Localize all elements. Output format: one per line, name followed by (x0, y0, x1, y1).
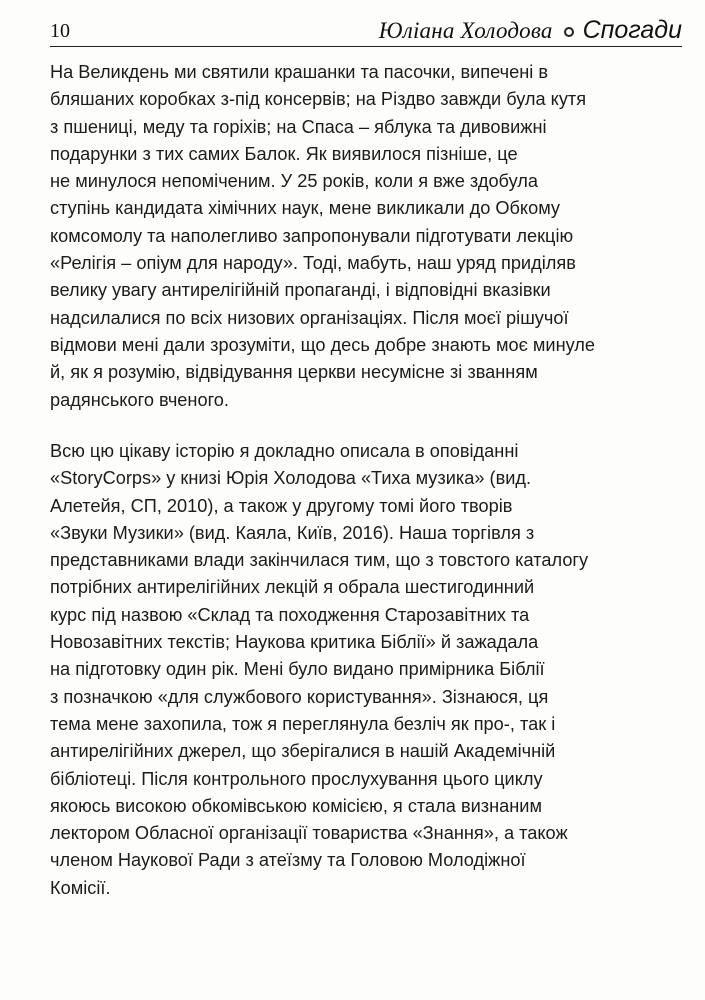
text-line: відмови мені дали зрозуміти, що десь добре знають моє минуле (50, 334, 596, 355)
text-line: комсомолу та наполегливо запропонували підготувати лекцію (50, 225, 574, 246)
text-line: ступінь кандидата хімічних наук, мене викликали до Обкому (50, 198, 561, 219)
text-line: подарунки з тих самих Балок. Як виявилося пізніше, це (50, 143, 518, 164)
book-title: Спогади (582, 16, 682, 44)
running-header (50, 14, 682, 47)
text-line: Алетейя, СП, 2010), а також у другому томі його творів (50, 495, 513, 516)
text-line: надсилалися по всіх низових організаціях. Після моєї рішучої (50, 307, 569, 328)
text-line: курс під назвою «Склад та походження Старозавітних та (50, 604, 530, 625)
text-line: велику увагу антирелігійній пропаганді, і відповідні вказівки (50, 280, 551, 301)
text-line: «StoryCorps» у книзі Юрія Холодова «Тиха музика» (вид. (50, 468, 532, 489)
text-line: бібліотеці. Після контрольного прослухування цього циклу (50, 768, 543, 789)
text-line: потрібних антирелігійних лекцій я обрала шестигодинний (50, 577, 535, 598)
body-paragraph-1 (50, 59, 595, 414)
text-line: На Великдень ми святили крашанки та пасочки, випечені в (50, 62, 549, 82)
text-line: Всю цю цікаву історію я докладно описала в оповіданні (50, 441, 519, 461)
text-line: «Звуки Музики» (вид. Каяла, Київ, 2016). Наша торгівля з (50, 522, 535, 543)
text-line: бляшаних коробках з-під консервів; на Різдво завжди була кутя (50, 89, 587, 110)
running-head (379, 16, 682, 45)
text-line: «Релігія – опіум для народу». Тоді, мабуть, наш уряд приділяв (50, 253, 576, 274)
text-line: Комісії. (50, 877, 111, 898)
text-line: радянського вченого. (50, 389, 229, 410)
text-line: представниками влади закінчилася тим, що з товстого каталогу (50, 550, 589, 571)
text-line: лектором Обласної організації товариства «Знання», а також (50, 823, 568, 844)
author-name: Юліана Холодова (378, 17, 553, 43)
text-line: з пшениці, меду та горіхів; на Спаса – яблука та дивовижні (50, 116, 547, 137)
text-line: Новозавітних текстів; Наукова критика Біблії» й зажадала (50, 632, 539, 653)
text-line: на підготовку один рік. Мені було видано примірника Біблії (50, 659, 545, 680)
page-number: 10 (50, 20, 70, 42)
text-line: членом Наукової Ради з атеїзму та Головою Молодіжної (50, 850, 526, 871)
text-line: й, як я розумію, відвідування церкви несумісне зі званням (50, 362, 538, 383)
body-paragraph-2 (50, 438, 588, 902)
circle-bullet-icon (564, 27, 574, 37)
text-line: не минулося непоміченим. У 25 років, коли я вже здобула (50, 171, 538, 192)
text-line: з позначкою «для службового користування». Зізнаюся, ця (50, 686, 549, 707)
text-line: якоюсь високою обкомівською комісією, я стала визнаним (50, 795, 542, 816)
text-line: тема мене захопила, тож я переглянула безліч як про-, так і (50, 713, 556, 734)
text-line: антирелігійних джерел, що зберігалися в нашій Академічній (50, 741, 556, 762)
